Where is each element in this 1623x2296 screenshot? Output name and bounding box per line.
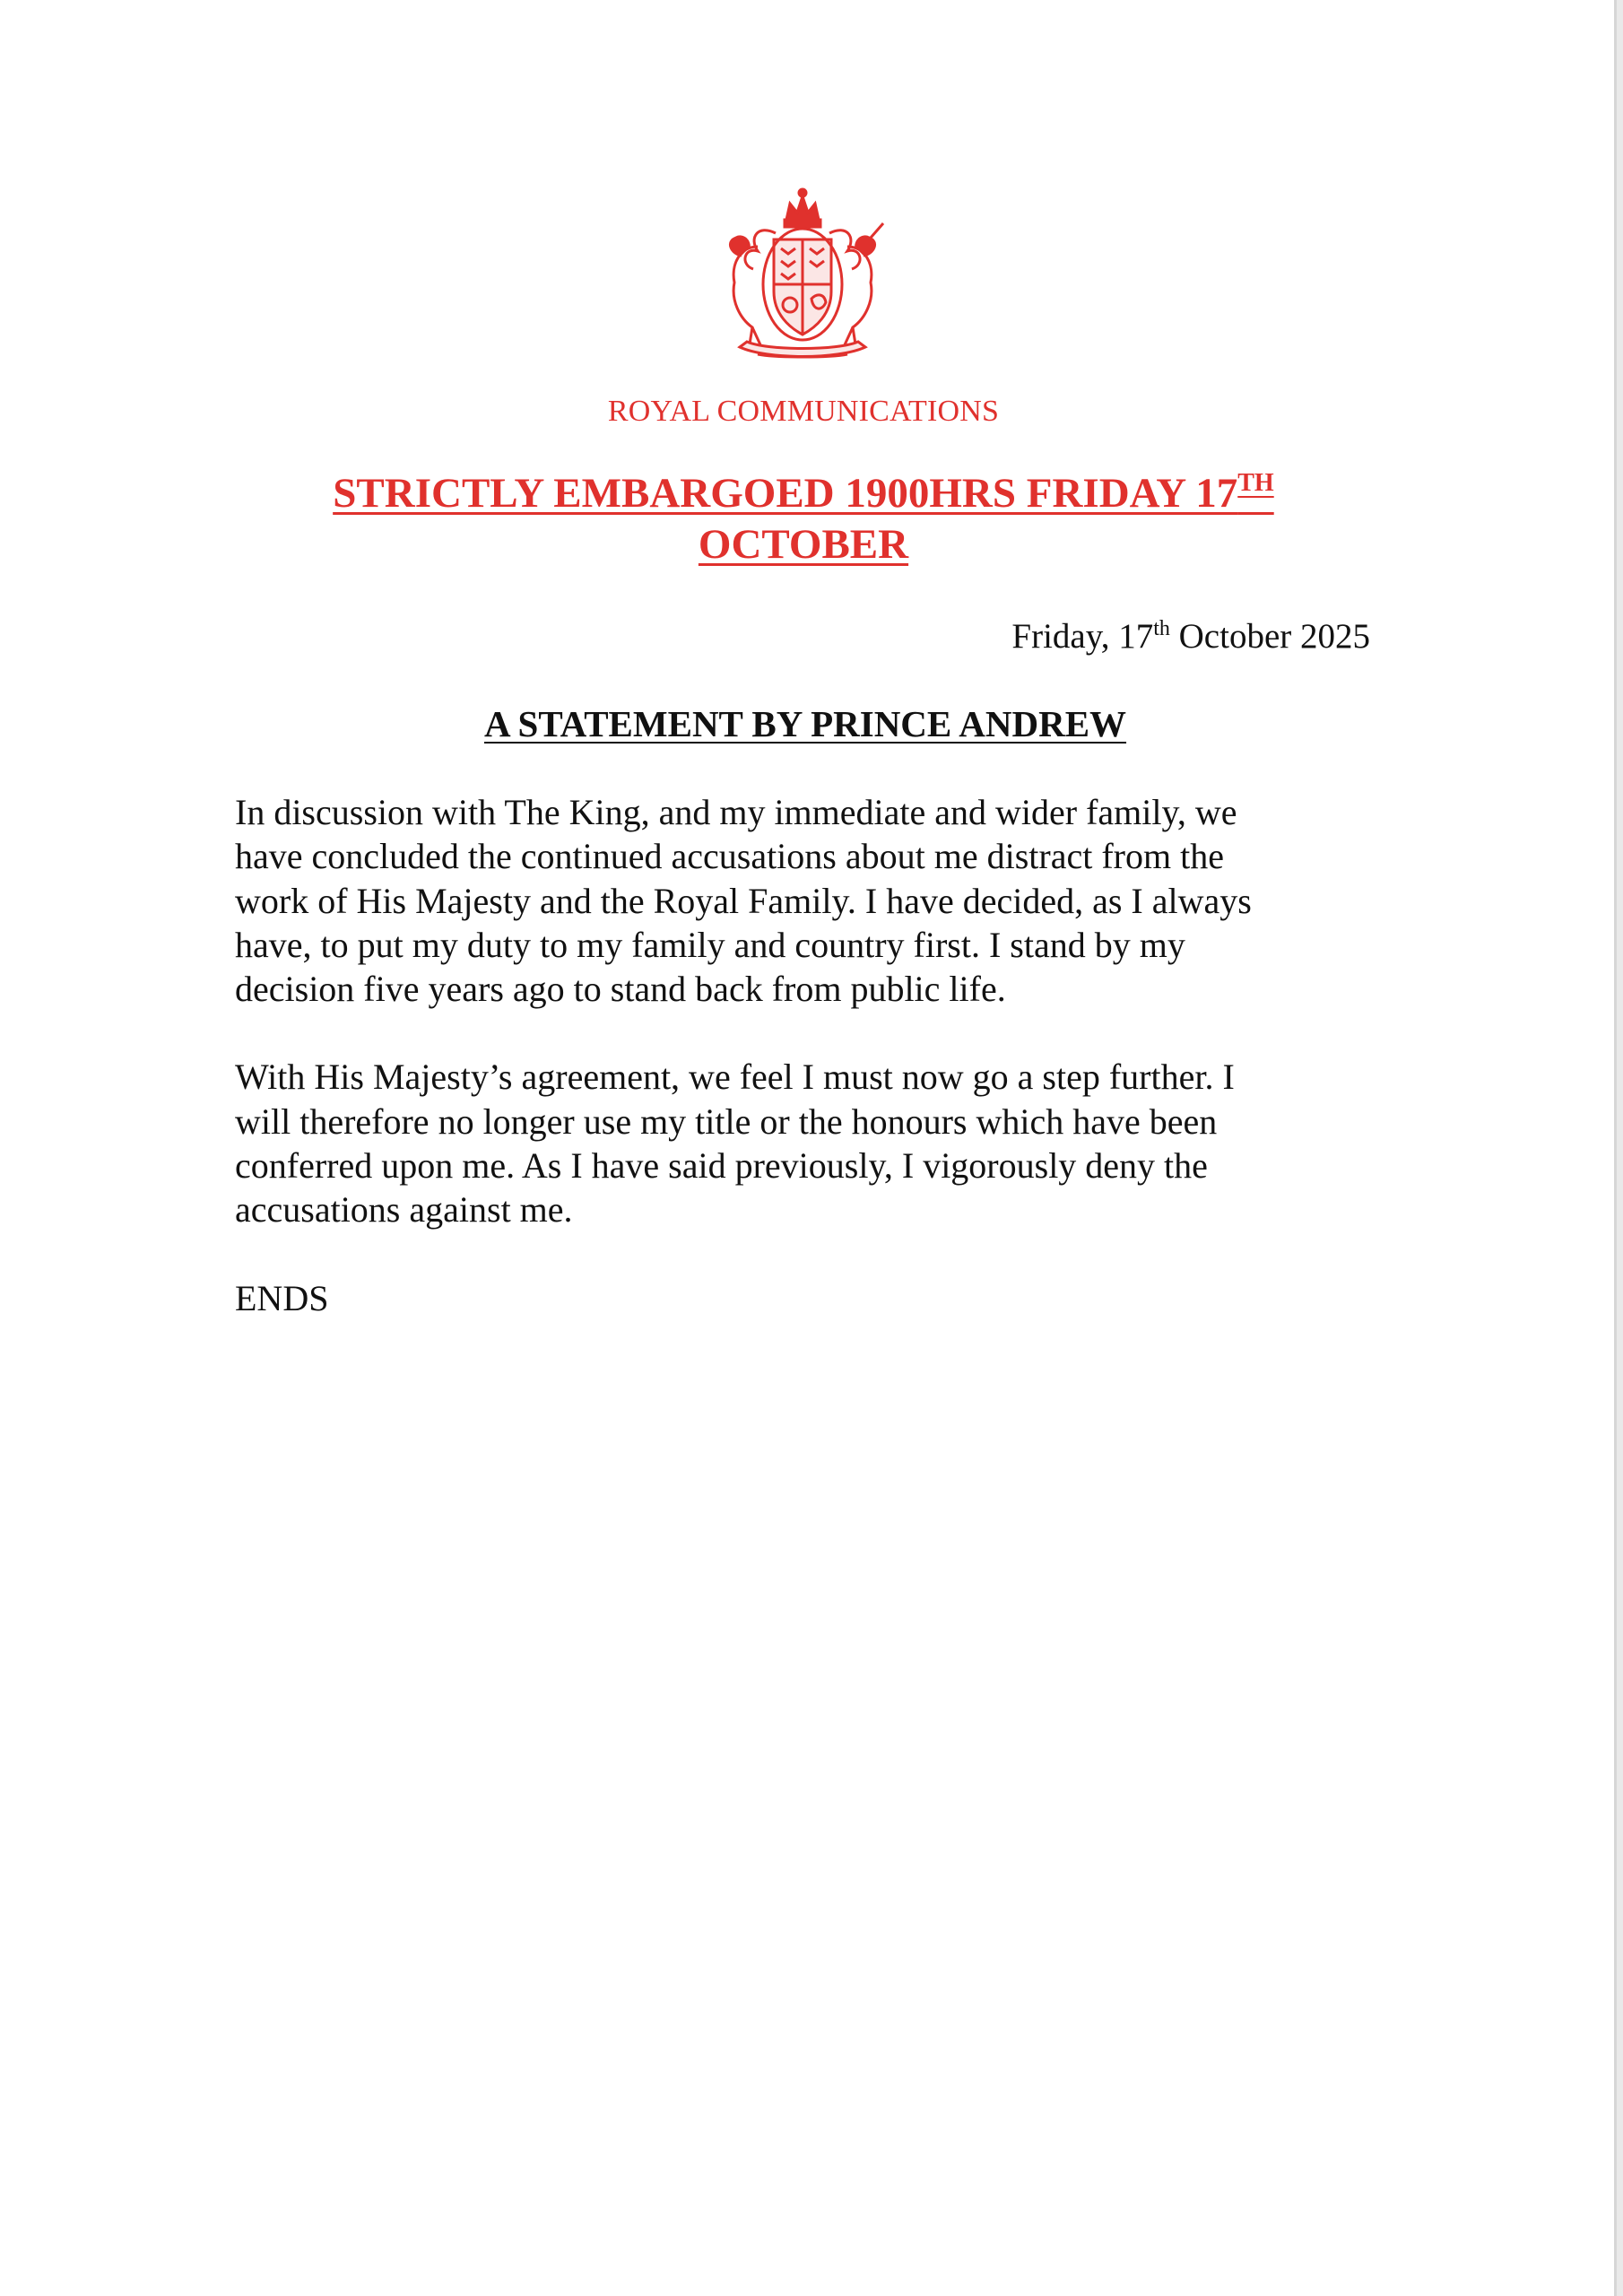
embargo-main: STRICTLY EMBARGOED 1900HRS FRIDAY 17 (333, 470, 1238, 517)
date-suffix: October 2025 (1169, 617, 1370, 656)
organization-name: ROYAL COMMUNICATIONS (607, 395, 1000, 428)
paragraph-2: With His Majesty’s agreement, we feel I must now go a step further. I will therefore no longer use my title or the honours which have been conferred upon me. As I have said previously, I vigorously deny the accusations against me. (235, 1057, 1235, 1231)
page-edge (1614, 0, 1623, 2296)
embargo-notice (0, 468, 1607, 570)
embargo-line-2: OCTOBER (698, 521, 909, 568)
paragraph-1: In discussion with The King, and my immediate and wider family, we have concluded the continued accusations about me distract from the work of His Majesty and the Royal Family. I have decided, as I always have, to put my duty to my family and country first. I stand by my decision five years ago to stand back from public life. (235, 792, 1252, 1010)
statement-body (235, 790, 1365, 1364)
statement-date (1011, 616, 1370, 657)
date-prefix: Friday, 17 (1011, 617, 1154, 656)
royal-coat-of-arms-icon (704, 184, 901, 363)
date-superscript: th (1153, 617, 1170, 640)
ends-marker: ENDS (235, 1277, 329, 1318)
embargo-superscript: TH (1237, 469, 1274, 497)
statement-title: A STATEMENT BY PRINCE ANDREW (483, 703, 1127, 744)
